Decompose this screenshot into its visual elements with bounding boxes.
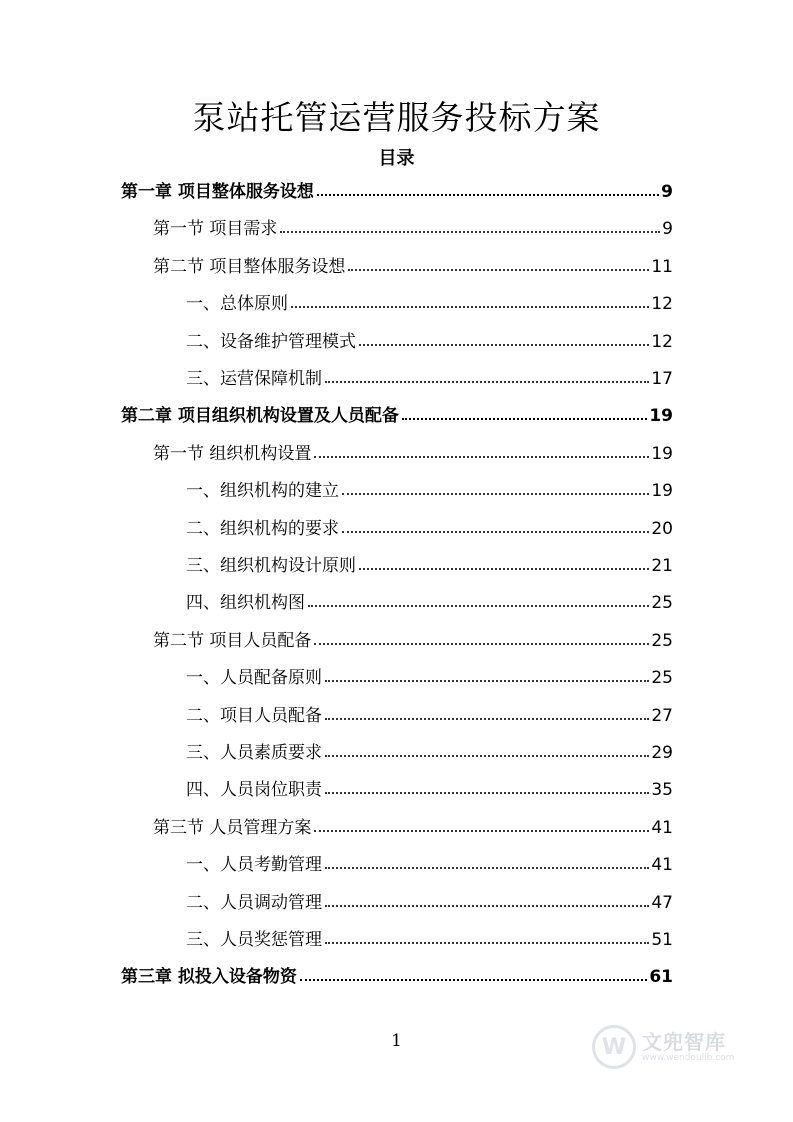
toc-entry-label: 第二章 项目组织机构设置及人员配备 xyxy=(121,406,399,427)
watermark-url: www.wendoulib.com xyxy=(642,1052,735,1063)
toc-entry-page: 25 xyxy=(651,593,673,614)
toc-dot-leader xyxy=(342,531,649,533)
toc-entry-label: 一、人员配备原则 xyxy=(186,668,322,689)
toc-entry-label: 四、人员岗位职责 xyxy=(186,780,322,801)
toc-entry-label: 一、总体原则 xyxy=(186,294,288,315)
watermark-name: 文兜智库 xyxy=(642,1029,726,1054)
toc-entry-label: 第二节 项目整体服务设想 xyxy=(153,256,346,277)
toc-subsection-entry[interactable] xyxy=(186,475,673,501)
toc-entry-page: 12 xyxy=(651,331,673,352)
toc-entry-page: 47 xyxy=(651,892,673,913)
toc-subsection-entry[interactable] xyxy=(186,774,673,800)
document-title: 泵站托管运营服务投标方案 xyxy=(192,98,601,137)
toc-entry-label: 第二节 项目人员配备 xyxy=(153,630,312,651)
toc-subsection-entry[interactable] xyxy=(186,326,673,352)
toc-chapter-entry[interactable] xyxy=(121,400,673,426)
toc-dot-leader xyxy=(325,381,649,383)
toc-dot-leader xyxy=(325,680,649,682)
toc-entry-label: 第三节 人员管理方案 xyxy=(153,817,312,838)
toc-entry-page: 12 xyxy=(651,294,673,315)
toc-entry-page: 51 xyxy=(651,930,673,950)
toc-subsection-entry[interactable] xyxy=(186,288,673,314)
toc-heading: 目录 xyxy=(378,148,415,169)
toc-entry-page: 41 xyxy=(651,817,673,838)
toc-chapter-entry[interactable] xyxy=(121,176,673,202)
toc-subsection-entry[interactable] xyxy=(186,363,673,389)
toc-entry-page: 61 xyxy=(649,967,673,988)
toc-dot-leader xyxy=(291,306,649,308)
toc-entry-label: 二、项目人员配备 xyxy=(186,705,322,726)
toc-subsection-entry[interactable] xyxy=(186,849,673,875)
page-number: 1 xyxy=(391,1031,402,1051)
watermark-logo-icon: W xyxy=(592,1025,636,1069)
toc-entry-page: 11 xyxy=(651,256,673,277)
toc-entry-label: 一、组织机构的建立 xyxy=(186,481,339,502)
toc-entry-label: 三、组织机构设计原则 xyxy=(186,556,356,576)
toc-entry-label: 三、运营保障机制 xyxy=(186,369,322,389)
toc-dot-leader xyxy=(325,755,649,757)
toc-subsection-entry[interactable] xyxy=(186,887,673,913)
toc-subsection-entry[interactable] xyxy=(186,924,673,950)
toc-entry-page: 17 xyxy=(651,369,673,389)
toc-dot-leader xyxy=(325,942,649,944)
toc-dot-leader xyxy=(325,867,649,869)
toc-entry-label: 二、人员调动管理 xyxy=(186,892,322,913)
toc-entry-page: 27 xyxy=(651,705,673,726)
watermark xyxy=(592,1022,752,1072)
toc-dot-leader xyxy=(359,344,649,346)
toc-dot-leader xyxy=(325,905,649,907)
toc-entry-page: 41 xyxy=(651,855,673,876)
toc-entry-page: 9 xyxy=(662,219,673,240)
toc-entry-label: 第一节 组织机构设置 xyxy=(153,443,312,464)
toc-entry-page: 35 xyxy=(651,780,673,801)
toc-entry-label: 三、人员素质要求 xyxy=(186,743,322,763)
toc-entry-label: 第三章 拟投入设备物资 xyxy=(121,967,297,988)
toc-entry-page: 25 xyxy=(651,630,673,651)
toc-section-entry[interactable] xyxy=(153,812,673,838)
toc-dot-leader xyxy=(314,830,649,832)
toc-entry-label: 二、设备维护管理模式 xyxy=(186,331,356,352)
toc-entry-label: 一、人员考勤管理 xyxy=(186,855,322,876)
toc-section-entry[interactable] xyxy=(153,438,673,464)
toc-entry-page: 21 xyxy=(651,556,673,576)
toc-dot-leader xyxy=(317,194,659,196)
toc-dot-leader xyxy=(300,979,647,981)
toc-subsection-entry[interactable] xyxy=(186,700,673,726)
toc-dot-leader xyxy=(359,568,649,570)
toc-entry-page: 29 xyxy=(651,743,673,763)
toc-dot-leader xyxy=(280,231,660,233)
toc-entry-label: 第一章 项目整体服务设想 xyxy=(121,182,314,202)
toc-dot-leader xyxy=(314,456,649,458)
toc-dot-leader xyxy=(348,269,649,271)
toc-entry-page: 19 xyxy=(651,481,673,502)
toc-entry-label: 四、组织机构图 xyxy=(186,593,305,614)
toc-dot-leader xyxy=(314,643,649,645)
toc-entry-label: 二、组织机构的要求 xyxy=(186,518,339,539)
toc-dot-leader xyxy=(325,792,649,794)
toc-subsection-entry[interactable] xyxy=(186,513,673,539)
toc-dot-leader xyxy=(308,605,649,607)
toc-entry-page: 19 xyxy=(651,443,673,464)
toc-entry-page: 25 xyxy=(651,668,673,689)
toc-subsection-entry[interactable] xyxy=(186,662,673,688)
toc-chapter-entry[interactable] xyxy=(121,961,673,987)
toc-section-entry[interactable] xyxy=(153,213,673,239)
toc-section-entry[interactable] xyxy=(153,251,673,277)
toc-entry-page: 19 xyxy=(649,406,673,427)
toc-dot-leader xyxy=(342,493,649,495)
toc-dot-leader xyxy=(325,718,649,720)
toc-entry-page: 20 xyxy=(651,518,673,539)
toc-entry-page: 9 xyxy=(661,182,673,202)
toc-subsection-entry[interactable] xyxy=(186,737,673,763)
toc-subsection-entry[interactable] xyxy=(186,550,673,576)
toc-entry-label: 第一节 项目需求 xyxy=(153,219,278,240)
toc-section-entry[interactable] xyxy=(153,625,673,651)
toc-subsection-entry[interactable] xyxy=(186,587,673,613)
toc-dot-leader xyxy=(402,418,647,420)
toc-entry-label: 三、人员奖惩管理 xyxy=(186,930,322,950)
